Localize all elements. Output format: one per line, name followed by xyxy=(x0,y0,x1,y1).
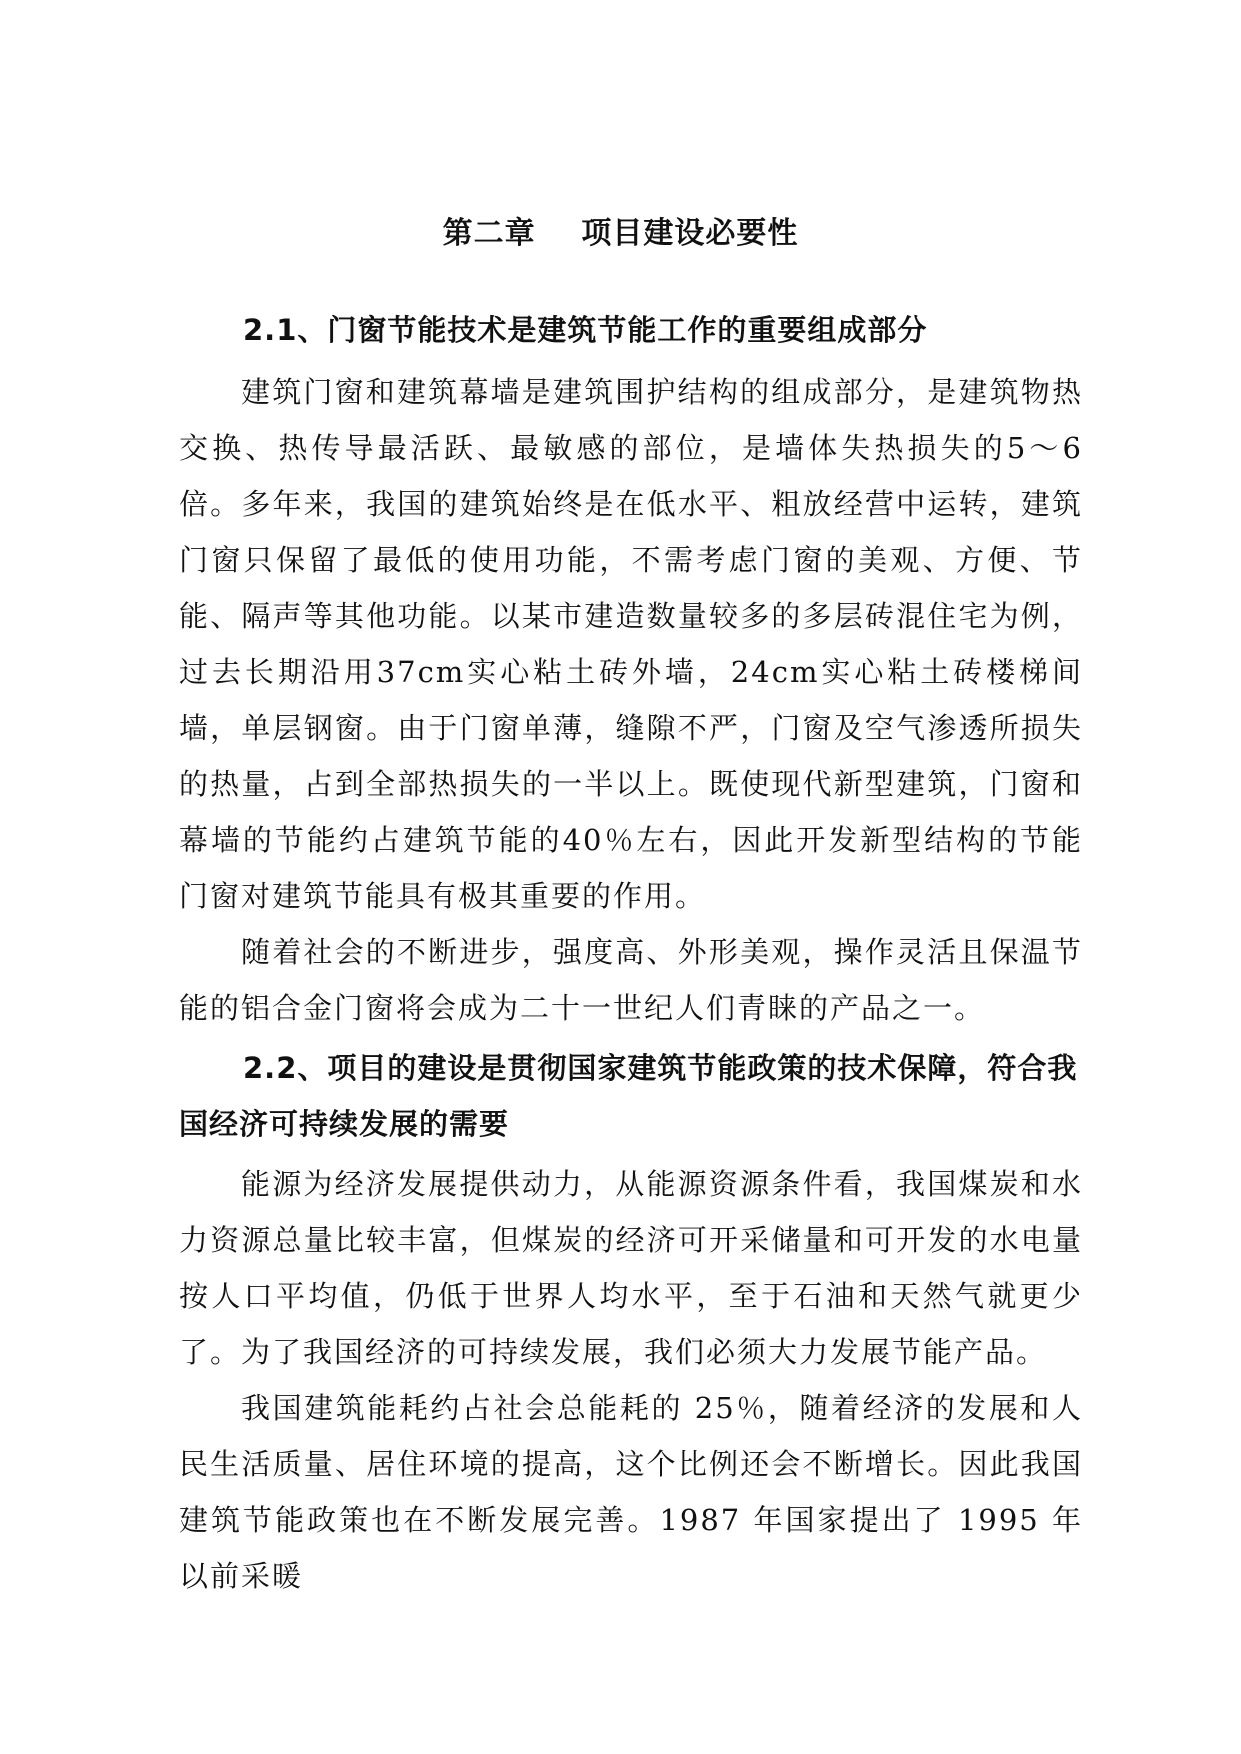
document-body xyxy=(179,302,1083,1604)
section-heading-2-2: 2.2、项目的建设是贯彻国家建筑节能政策的技术保障，符合我国经济可持续发展的需要 xyxy=(179,1051,1078,1141)
chapter-title: 第二章 项目建设必要性 xyxy=(442,216,799,251)
paragraph: 我国建筑能耗约占社会总能耗的 25％，随着经济的发展和人民生活质量、居住环境的提高，这个比例还会不断增长。因此我国建筑节能政策也在不断发展完善。1987 年国家提出了 1995 年以前采暖 xyxy=(179,1391,1083,1593)
paragraph: 建筑门窗和建筑幕墙是建筑围护结构的组成部分，是建筑物热交换、热传导最活跃、最敏感的部位，是墙体失热损失的5～6倍。多年来，我国的建筑始终是在低水平、粗放经营中运转，建筑门窗只保留了最低的使用功能，不需考虑门窗的美观、方便、节能、隔声等其他功能。以某市建造数量较多的多层砖混住宅为例，过去长期沿用37cm实心粘土砖外墙，24cm实心粘土砖楼梯间墙，单层钢窗。由于门窗单薄，缝隙不严，门窗及空气渗透所损失的热量，占到全部热损失的一半以上。既使现代新型建筑，门窗和幕墙的节能约占建筑节能的40％左右，因此开发新型结构的节能门窗对建筑节能具有极其重要的作用。 xyxy=(179,375,1083,913)
paragraph: 能源为经济发展提供动力，从能源资源条件看，我国煤炭和水力资源总量比较丰富，但煤炭的经济可开采储量和可开发的水电量按人口平均值，仍低于世界人均水平，至于石油和天然气就更少了。为了我国经济的可持续发展，我们必须大力发展节能产品。 xyxy=(179,1167,1083,1369)
section-heading-2-1: 2.1、门窗节能技术是建筑节能工作的重要组成部分 xyxy=(243,313,928,347)
paragraph: 随着社会的不断进步，强度高、外形美观，操作灵活且保温节能的铝合金门窗将会成为二十一世纪人们青睐的产品之一。 xyxy=(179,935,1083,1025)
